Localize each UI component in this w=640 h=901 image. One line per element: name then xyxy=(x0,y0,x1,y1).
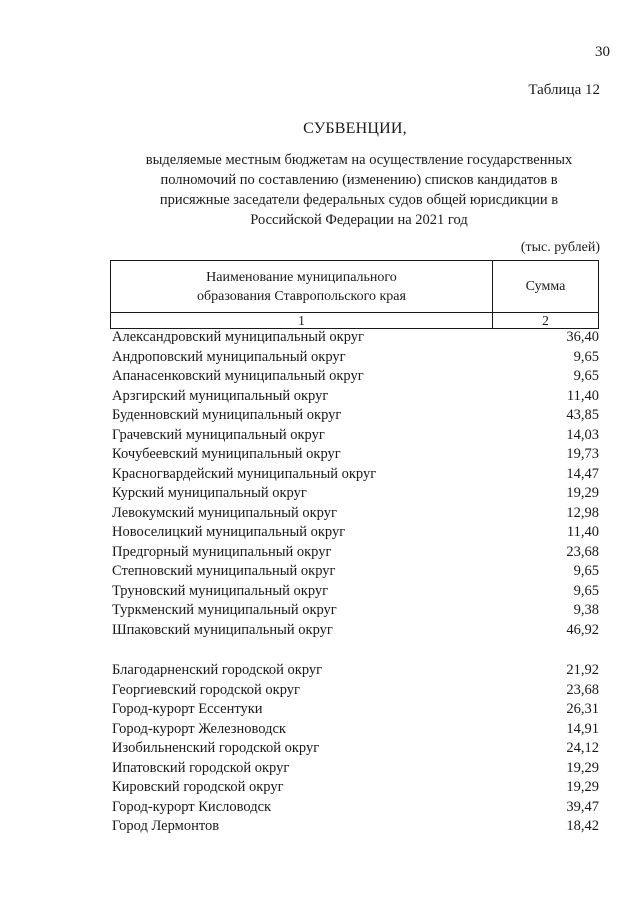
district-name: Город-курорт Железноводск xyxy=(112,720,286,737)
amount-value: 18,42 xyxy=(566,818,599,834)
district-name: Новоселицкий муниципальный округ xyxy=(112,524,346,540)
amount-value: 14,91 xyxy=(566,720,599,737)
district-name: Александровский муниципальный округ xyxy=(112,329,364,345)
table-row xyxy=(112,406,599,426)
table-row xyxy=(112,720,599,740)
column-header-name-line: Наименование муниципального xyxy=(206,269,397,285)
amount-value: 19,29 xyxy=(566,779,599,795)
table-row xyxy=(112,759,599,779)
table-row xyxy=(112,601,599,621)
district-name: Андроповский муниципальный округ xyxy=(112,348,346,365)
amount-value: 9,65 xyxy=(573,563,599,579)
amount-value: 21,92 xyxy=(566,662,599,678)
table-row xyxy=(112,798,599,818)
district-name: Арзгирский муниципальный округ xyxy=(112,387,329,404)
table-row xyxy=(112,328,599,348)
group-spacer xyxy=(112,640,599,661)
district-name: Туркменский муниципальный округ xyxy=(112,602,337,618)
table-row xyxy=(112,700,599,720)
amount-value: 23,68 xyxy=(566,681,599,698)
amount-value: 11,40 xyxy=(566,387,599,404)
municipal-districts-group xyxy=(112,328,599,640)
district-name: Город-курорт Кисловодск xyxy=(112,798,272,815)
table-header xyxy=(110,260,599,329)
district-name: Георгиевский городской округ xyxy=(112,681,300,698)
district-name: Грачевский муниципальный округ xyxy=(112,426,325,443)
column-index-1: 1 xyxy=(111,313,493,329)
amount-value: 23,68 xyxy=(566,543,599,560)
district-name: Изобильненский городской округ xyxy=(112,740,320,756)
table-row xyxy=(112,543,599,563)
table-row xyxy=(112,348,599,368)
subtitle-line: Российской Федерации на 2021 год xyxy=(250,212,468,228)
table-row xyxy=(112,739,599,759)
district-name: Шпаковский муниципальный округ xyxy=(112,621,333,638)
table-row xyxy=(112,484,599,504)
amount-value: 9,38 xyxy=(573,602,599,618)
page-number: 30 xyxy=(595,44,610,60)
table-row xyxy=(112,778,599,798)
column-index-2: 2 xyxy=(493,313,599,329)
table-row xyxy=(112,504,599,524)
amount-value: 43,85 xyxy=(566,407,599,423)
table-row xyxy=(112,445,599,465)
district-name: Красногвардейский муниципальный округ xyxy=(112,465,377,482)
table-row xyxy=(112,661,599,681)
district-name: Ипатовский городской округ xyxy=(112,759,290,776)
table-row xyxy=(112,562,599,582)
amount-value: 9,65 xyxy=(573,582,599,599)
subtitle-line: выделяемые местным бюджетам на осуществление государственных xyxy=(145,152,573,168)
column-header-name-line: образования Ставропольского края xyxy=(197,288,406,304)
district-name: Кочубеевский муниципальный округ xyxy=(112,446,341,462)
document-subtitle xyxy=(130,150,588,230)
table-row xyxy=(112,681,599,701)
district-name: Предгорный муниципальный округ xyxy=(112,543,332,560)
subtitle-line: полномочий по составлению (изменению) списков кандидатов в xyxy=(160,172,558,188)
table-row xyxy=(112,621,599,641)
table-number: Таблица 12 xyxy=(528,82,600,98)
table-row xyxy=(112,367,599,387)
subtitle-line: присяжные заседатели федеральных судов общей юрисдикции в xyxy=(159,192,559,208)
amount-value: 14,03 xyxy=(566,426,599,443)
table-row xyxy=(112,817,599,837)
amount-value: 9,65 xyxy=(573,348,599,365)
amount-value: 26,31 xyxy=(566,701,599,717)
district-name: Степновский муниципальный округ xyxy=(112,563,336,579)
district-name: Левокумский муниципальный округ xyxy=(112,504,337,521)
table-row xyxy=(112,582,599,602)
amount-value: 9,65 xyxy=(573,368,599,384)
units-note: (тыс. рублей) xyxy=(520,240,600,255)
amount-value: 39,47 xyxy=(566,798,599,815)
amount-value: 14,47 xyxy=(566,465,599,482)
amount-value: 24,12 xyxy=(566,740,599,756)
amount-value: 11,40 xyxy=(566,524,599,540)
document-title: СУБВЕНЦИИ, xyxy=(303,120,407,137)
amount-value: 19,73 xyxy=(566,446,599,462)
table-row xyxy=(112,465,599,485)
amount-value: 12,98 xyxy=(566,504,599,521)
table-row xyxy=(112,426,599,446)
district-name: Буденновский муниципальный округ xyxy=(112,407,342,423)
district-name: Благодарненский городской округ xyxy=(112,662,323,678)
table-body xyxy=(112,328,599,837)
district-name: Курский муниципальный округ xyxy=(112,485,307,501)
table-row xyxy=(112,523,599,543)
district-name: Труновский муниципальный округ xyxy=(112,582,329,599)
amount-value: 19,29 xyxy=(566,485,599,501)
district-name: Город-курорт Ессентуки xyxy=(112,701,263,717)
district-name: Город Лермонтов xyxy=(112,818,220,834)
table-row xyxy=(112,387,599,407)
district-name: Кировский городской округ xyxy=(112,779,284,795)
column-header-name xyxy=(111,261,493,313)
district-name: Апанасенковский муниципальный округ xyxy=(112,368,364,384)
amount-value: 46,92 xyxy=(566,621,599,638)
column-header-sum: Сумма xyxy=(493,261,599,313)
city-districts-group xyxy=(112,661,599,837)
amount-value: 19,29 xyxy=(566,759,599,776)
amount-value: 36,40 xyxy=(566,329,599,345)
